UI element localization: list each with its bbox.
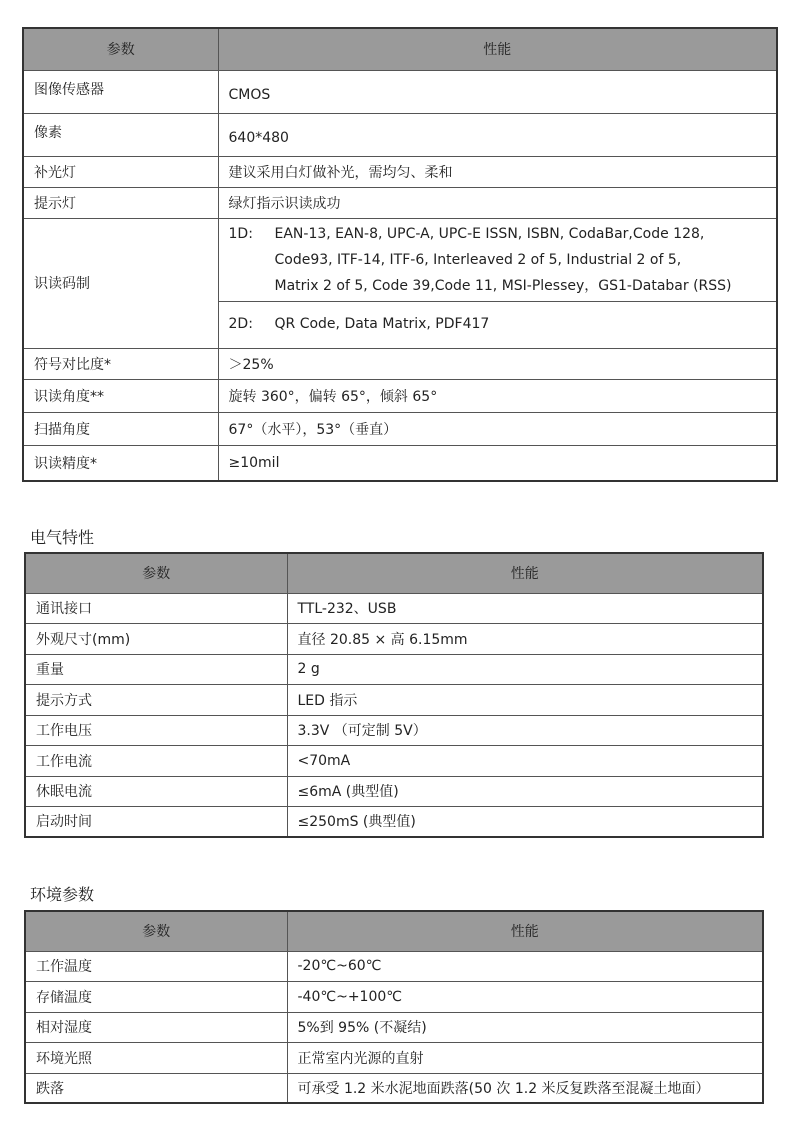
param-cell: 重量 xyxy=(25,654,287,684)
value-cell: TTL-232、USB xyxy=(287,593,763,623)
param-cell: 工作温度 xyxy=(25,951,287,981)
header-param: 参数 xyxy=(25,553,287,593)
codes-1d-line: Code93, ITF-14, ITF-6, Interleaved 2 of 5, Industrial 2 of 5, xyxy=(274,251,682,268)
table-row xyxy=(23,445,777,481)
param-cell: 补光灯 xyxy=(23,156,218,187)
value-cell: 可承受 1.2 米水泥地面跌落(50 次 1.2 米反复跌落至混凝土地面） xyxy=(287,1073,763,1103)
param-cell: 休眠电流 xyxy=(25,776,287,806)
table-row xyxy=(25,776,763,806)
param-cell: 像素 xyxy=(23,113,218,156)
value-cell: ≥10mil xyxy=(218,445,777,481)
value-cell: 5%到 95% (不凝结) xyxy=(287,1012,763,1042)
table-row xyxy=(23,156,777,187)
value-cell: <70mA xyxy=(287,745,763,776)
value-cell: 旋转 360°，偏转 65°，倾斜 65° xyxy=(218,379,777,412)
param-cell: 图像传感器 xyxy=(23,70,218,113)
electrical-spec-table xyxy=(24,552,764,838)
value-cell: 2 g xyxy=(287,654,763,684)
value-cell: -40℃~+100℃ xyxy=(287,981,763,1012)
header-perf: 性能 xyxy=(287,911,763,951)
table-row xyxy=(25,623,763,654)
param-cell: 工作电压 xyxy=(25,715,287,745)
section-title-electrical: 电气特性 xyxy=(30,528,95,547)
table-header-row xyxy=(25,911,763,951)
table-header-row xyxy=(23,28,777,70)
table-row xyxy=(23,412,777,445)
codes-2d-cell xyxy=(218,301,777,348)
table-row xyxy=(25,1012,763,1042)
table-row xyxy=(23,113,777,156)
value-cell: ≤6mA (典型值) xyxy=(287,776,763,806)
param-cell: 外观尺寸(mm) xyxy=(25,623,287,654)
param-cell: 工作电流 xyxy=(25,745,287,776)
value-cell: 直径 20.85 × 高 6.15mm xyxy=(287,623,763,654)
table-row xyxy=(23,187,777,218)
value-cell: ＞25% xyxy=(218,348,777,379)
table-row xyxy=(23,348,777,379)
value-cell: 67°（水平），53°（垂直） xyxy=(218,412,777,445)
table-row xyxy=(25,745,763,776)
param-cell: 符号对比度* xyxy=(23,348,218,379)
param-cell: 提示方式 xyxy=(25,684,287,715)
value-cell: ≤250mS (典型值) xyxy=(287,806,763,837)
param-cell: 启动时间 xyxy=(25,806,287,837)
table-row xyxy=(25,684,763,715)
table-row xyxy=(25,654,763,684)
param-cell: 扫描角度 xyxy=(23,412,218,445)
optical-spec-table xyxy=(22,27,778,482)
codes-1d-label: 1D: xyxy=(228,225,253,242)
codes-1d-cell xyxy=(218,218,777,301)
param-cell: 相对湿度 xyxy=(25,1012,287,1042)
codes-1d-line: Matrix 2 of 5, Code 39,Code 11, MSI-Plessey，GS1-Databar (RSS) xyxy=(274,277,732,294)
table-row xyxy=(25,1073,763,1103)
param-cell: 识读码制 xyxy=(23,218,218,348)
header-perf: 性能 xyxy=(218,28,777,70)
value-cell: 建议采用白灯做补光，需均匀、柔和 xyxy=(218,156,777,187)
environment-spec-table xyxy=(24,910,764,1104)
value-cell: -20℃~60℃ xyxy=(287,951,763,981)
param-cell: 跌落 xyxy=(25,1073,287,1103)
header-perf: 性能 xyxy=(287,553,763,593)
table-row xyxy=(25,981,763,1012)
codes-2d-text: QR Code, Data Matrix, PDF417 xyxy=(274,316,490,332)
table-row xyxy=(23,379,777,412)
table-row-codes-1d xyxy=(23,218,777,301)
codes-1d-line: EAN-13, EAN-8, UPC-A, UPC-E ISSN, ISBN, CodaBar,Code 128, xyxy=(274,225,705,242)
table-row xyxy=(23,70,777,113)
value-cell: 640*480 xyxy=(218,113,777,156)
table-row xyxy=(25,951,763,981)
header-param: 参数 xyxy=(23,28,218,70)
param-cell: 环境光照 xyxy=(25,1042,287,1073)
table-row xyxy=(25,715,763,745)
table-row xyxy=(25,1042,763,1073)
param-cell: 提示灯 xyxy=(23,187,218,218)
value-cell: LED 指示 xyxy=(287,684,763,715)
section-title-environment: 环境参数 xyxy=(30,885,95,904)
value-cell: 正常室内光源的直射 xyxy=(287,1042,763,1073)
param-cell: 通讯接口 xyxy=(25,593,287,623)
param-cell: 识读角度** xyxy=(23,379,218,412)
codes-2d-label: 2D: xyxy=(228,316,253,332)
table-row xyxy=(25,806,763,837)
param-cell: 存储温度 xyxy=(25,981,287,1012)
value-cell: CMOS xyxy=(218,70,777,113)
table-row xyxy=(25,593,763,623)
header-param: 参数 xyxy=(25,911,287,951)
value-cell: 绿灯指示识读成功 xyxy=(218,187,777,218)
param-cell: 识读精度* xyxy=(23,445,218,481)
value-cell: 3.3V （可定制 5V） xyxy=(287,715,763,745)
table-header-row xyxy=(25,553,763,593)
